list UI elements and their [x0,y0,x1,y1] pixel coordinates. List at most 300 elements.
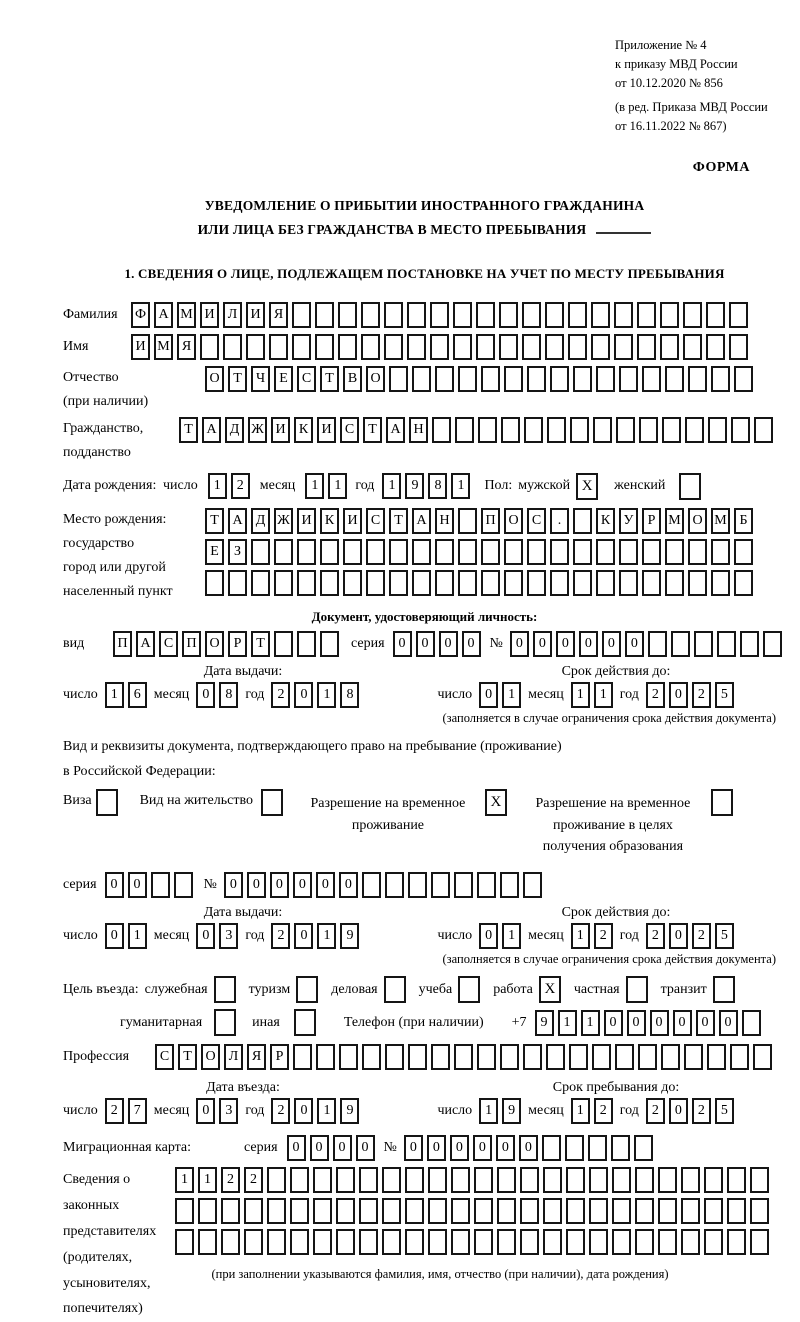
char-box[interactable]: 0 [450,1135,469,1161]
char-box[interactable] [454,1044,473,1070]
char-box[interactable]: И [317,417,336,443]
char-box[interactable] [527,570,546,596]
char-box[interactable]: 0 [439,631,458,657]
char-box[interactable] [522,334,541,360]
char-box[interactable] [382,1198,401,1224]
char-box[interactable]: Я [177,334,196,360]
char-box[interactable] [612,1167,631,1193]
char-box[interactable] [200,334,219,360]
char-box[interactable] [274,539,293,565]
char-box[interactable] [313,1167,332,1193]
char-box[interactable]: М [154,334,173,360]
char-box[interactable] [740,631,759,657]
char-box[interactable] [428,1229,447,1255]
char-box[interactable] [522,302,541,328]
char-box[interactable]: 0 [625,631,644,657]
char-box[interactable] [412,539,431,565]
char-box[interactable]: 0 [356,1135,375,1161]
char-box[interactable] [569,1044,588,1070]
char-box[interactable] [731,417,750,443]
char-box[interactable] [366,539,385,565]
char-box[interactable] [478,417,497,443]
char-box[interactable] [639,417,658,443]
char-box[interactable] [431,872,450,898]
char-box[interactable] [246,334,265,360]
char-box[interactable] [542,1135,561,1161]
char-box[interactable] [453,302,472,328]
char-box[interactable] [453,334,472,360]
char-box[interactable] [661,1044,680,1070]
char-box[interactable] [706,302,725,328]
char-box[interactable]: 0 [673,1010,692,1036]
char-box[interactable] [763,631,782,657]
char-box[interactable] [545,302,564,328]
char-box[interactable]: 1 [305,473,324,499]
char-box[interactable] [568,334,587,360]
char-box[interactable]: 2 [271,923,290,949]
char-box[interactable] [451,1167,470,1193]
char-box[interactable] [566,1167,585,1193]
char-box[interactable]: 5 [715,923,734,949]
char-box[interactable] [389,366,408,392]
char-box[interactable]: В [343,366,362,392]
char-box[interactable] [339,1044,358,1070]
char-box[interactable]: 2 [271,682,290,708]
char-box[interactable]: 9 [535,1010,554,1036]
char-box[interactable]: 0 [416,631,435,657]
char-box[interactable]: 0 [479,923,498,949]
char-box[interactable]: 1 [208,473,227,499]
char-box[interactable] [742,1010,761,1036]
char-box[interactable] [431,1044,450,1070]
char-box[interactable]: К [596,508,615,534]
char-box[interactable] [614,302,633,328]
char-box[interactable] [729,302,748,328]
char-box[interactable] [290,1167,309,1193]
char-box[interactable] [642,570,661,596]
char-box[interactable] [642,366,661,392]
char-box[interactable] [504,570,523,596]
char-box[interactable] [573,539,592,565]
char-box[interactable]: 2 [594,1098,613,1124]
char-box[interactable]: 1 [105,682,124,708]
char-box[interactable]: 1 [175,1167,194,1193]
char-box[interactable] [616,417,635,443]
char-box[interactable] [543,1198,562,1224]
char-box[interactable] [366,570,385,596]
char-box[interactable] [175,1198,194,1224]
purpose-transit-checkbox[interactable] [713,976,735,1003]
char-box[interactable] [405,1167,424,1193]
char-box[interactable] [589,1198,608,1224]
char-box[interactable]: Я [247,1044,266,1070]
char-box[interactable] [362,872,381,898]
char-box[interactable] [550,366,569,392]
char-box[interactable] [481,539,500,565]
char-box[interactable] [707,1044,726,1070]
char-box[interactable] [634,1135,653,1161]
char-box[interactable] [750,1167,769,1193]
char-box[interactable] [750,1198,769,1224]
char-box[interactable]: 0 [393,631,412,657]
char-box[interactable]: Ф [131,302,150,328]
char-box[interactable] [658,1229,677,1255]
purpose-other-checkbox[interactable] [294,1009,316,1036]
char-box[interactable] [497,1229,516,1255]
char-box[interactable]: 0 [294,682,313,708]
char-box[interactable]: Я [269,302,288,328]
char-box[interactable] [729,334,748,360]
char-box[interactable]: Ж [274,508,293,534]
char-box[interactable]: 1 [317,923,336,949]
char-box[interactable]: 0 [669,682,688,708]
char-box[interactable]: С [340,417,359,443]
visa-checkbox[interactable] [96,789,118,816]
purpose-official-checkbox[interactable] [214,976,236,1003]
char-box[interactable] [704,1167,723,1193]
char-box[interactable]: 0 [333,1135,352,1161]
char-box[interactable]: 1 [571,1098,590,1124]
purpose-work-checkbox[interactable]: X [539,976,561,1003]
char-box[interactable] [500,872,519,898]
char-box[interactable] [361,334,380,360]
char-box[interactable] [520,1229,539,1255]
char-box[interactable] [389,539,408,565]
char-box[interactable]: Т [251,631,270,657]
char-box[interactable] [642,539,661,565]
char-box[interactable] [315,302,334,328]
char-box[interactable]: М [177,302,196,328]
char-box[interactable]: П [182,631,201,657]
char-box[interactable] [520,1198,539,1224]
char-box[interactable]: 9 [405,473,424,499]
char-box[interactable] [343,570,362,596]
gender-male-checkbox[interactable]: X [576,473,598,500]
char-box[interactable]: Р [270,1044,289,1070]
char-box[interactable] [481,570,500,596]
purpose-study-checkbox[interactable] [458,976,480,1003]
char-box[interactable] [476,302,495,328]
char-box[interactable]: Е [274,366,293,392]
char-box[interactable]: А [228,508,247,534]
char-box[interactable]: 0 [310,1135,329,1161]
char-box[interactable]: Т [205,508,224,534]
char-box[interactable] [175,1229,194,1255]
char-box[interactable] [428,1167,447,1193]
char-box[interactable] [727,1198,746,1224]
char-box[interactable]: 1 [502,923,521,949]
char-box[interactable]: И [131,334,150,360]
char-box[interactable] [481,366,500,392]
char-box[interactable]: Т [389,508,408,534]
char-box[interactable]: С [366,508,385,534]
char-box[interactable]: С [155,1044,174,1070]
char-box[interactable]: П [113,631,132,657]
char-box[interactable]: 0 [293,872,312,898]
char-box[interactable] [671,631,690,657]
char-box[interactable] [221,1198,240,1224]
char-box[interactable] [293,1044,312,1070]
char-box[interactable] [362,1044,381,1070]
char-box[interactable] [292,302,311,328]
char-box[interactable] [359,1167,378,1193]
char-box[interactable] [596,570,615,596]
char-box[interactable]: О [205,631,224,657]
char-box[interactable]: Т [363,417,382,443]
char-box[interactable] [336,1198,355,1224]
char-box[interactable]: 0 [128,872,147,898]
char-box[interactable] [435,539,454,565]
char-box[interactable] [455,417,474,443]
char-box[interactable] [612,1198,631,1224]
char-box[interactable] [267,1229,286,1255]
char-box[interactable]: 2 [244,1167,263,1193]
char-box[interactable]: 1 [581,1010,600,1036]
char-box[interactable] [267,1198,286,1224]
char-box[interactable]: 2 [594,923,613,949]
char-box[interactable]: 1 [317,1098,336,1124]
char-box[interactable] [274,570,293,596]
char-box[interactable] [223,334,242,360]
char-box[interactable] [619,366,638,392]
char-box[interactable]: И [297,508,316,534]
char-box[interactable]: 0 [196,682,215,708]
char-box[interactable] [497,1198,516,1224]
char-box[interactable] [681,1167,700,1193]
char-box[interactable] [568,302,587,328]
char-box[interactable] [660,302,679,328]
char-box[interactable] [408,872,427,898]
char-box[interactable]: 0 [719,1010,738,1036]
char-box[interactable]: 2 [105,1098,124,1124]
char-box[interactable]: 0 [602,631,621,657]
char-box[interactable] [611,1135,630,1161]
char-box[interactable] [504,539,523,565]
char-box[interactable]: К [294,417,313,443]
char-box[interactable] [706,334,725,360]
char-box[interactable] [382,1167,401,1193]
char-box[interactable]: 9 [502,1098,521,1124]
char-box[interactable]: Б [734,508,753,534]
char-box[interactable]: С [159,631,178,657]
char-box[interactable] [543,1229,562,1255]
char-box[interactable]: Ч [251,366,270,392]
char-box[interactable]: 2 [692,682,711,708]
char-box[interactable] [734,366,753,392]
char-box[interactable] [499,302,518,328]
char-box[interactable]: 1 [128,923,147,949]
char-box[interactable] [665,539,684,565]
char-box[interactable] [754,417,773,443]
char-box[interactable] [550,570,569,596]
char-box[interactable] [683,302,702,328]
char-box[interactable] [435,366,454,392]
char-box[interactable]: У [619,508,638,534]
char-box[interactable] [205,570,224,596]
char-box[interactable]: Т [320,366,339,392]
char-box[interactable]: Т [228,366,247,392]
char-box[interactable]: 0 [669,1098,688,1124]
char-box[interactable]: 0 [294,1098,313,1124]
temporary-residence-education-checkbox[interactable] [711,789,733,816]
char-box[interactable] [635,1198,654,1224]
char-box[interactable]: И [246,302,265,328]
purpose-humanitarian-checkbox[interactable] [214,1009,236,1036]
char-box[interactable] [430,334,449,360]
char-box[interactable] [527,539,546,565]
char-box[interactable] [547,417,566,443]
char-box[interactable] [405,1198,424,1224]
char-box[interactable] [476,334,495,360]
char-box[interactable] [573,508,592,534]
char-box[interactable] [297,631,316,657]
char-box[interactable] [524,417,543,443]
char-box[interactable]: Р [228,631,247,657]
char-box[interactable] [683,334,702,360]
char-box[interactable] [297,539,316,565]
char-box[interactable] [385,1044,404,1070]
char-box[interactable] [251,539,270,565]
char-box[interactable] [458,539,477,565]
char-box[interactable] [343,539,362,565]
char-box[interactable]: 0 [650,1010,669,1036]
char-box[interactable] [570,417,589,443]
char-box[interactable]: 0 [404,1135,423,1161]
char-box[interactable] [734,539,753,565]
char-box[interactable] [500,1044,519,1070]
char-box[interactable] [545,334,564,360]
char-box[interactable]: 0 [510,631,529,657]
char-box[interactable]: Н [409,417,428,443]
char-box[interactable]: Н [435,508,454,534]
char-box[interactable] [477,872,496,898]
char-box[interactable]: 0 [224,872,243,898]
char-box[interactable] [269,334,288,360]
char-box[interactable] [523,872,542,898]
char-box[interactable] [619,570,638,596]
char-box[interactable]: 1 [571,923,590,949]
char-box[interactable] [474,1167,493,1193]
char-box[interactable] [730,1044,749,1070]
char-box[interactable] [384,334,403,360]
char-box[interactable] [297,570,316,596]
char-box[interactable]: 0 [105,872,124,898]
char-box[interactable]: М [665,508,684,534]
char-box[interactable] [520,1167,539,1193]
char-box[interactable] [688,539,707,565]
char-box[interactable]: 2 [271,1098,290,1124]
char-box[interactable]: 1 [558,1010,577,1036]
char-box[interactable] [543,1167,562,1193]
char-box[interactable] [198,1198,217,1224]
char-box[interactable] [665,366,684,392]
char-box[interactable] [523,1044,542,1070]
char-box[interactable] [385,872,404,898]
char-box[interactable] [593,417,612,443]
char-box[interactable] [658,1167,677,1193]
char-box[interactable]: О [201,1044,220,1070]
char-box[interactable] [267,1167,286,1193]
char-box[interactable] [688,570,707,596]
char-box[interactable] [527,366,546,392]
char-box[interactable]: С [297,366,316,392]
char-box[interactable] [458,570,477,596]
char-box[interactable]: 0 [316,872,335,898]
char-box[interactable] [274,631,293,657]
char-box[interactable] [660,334,679,360]
char-box[interactable]: 0 [196,1098,215,1124]
char-box[interactable]: С [527,508,546,534]
char-box[interactable]: Т [179,417,198,443]
char-box[interactable] [451,1198,470,1224]
gender-female-checkbox[interactable] [679,473,701,500]
char-box[interactable] [614,334,633,360]
char-box[interactable]: 0 [696,1010,715,1036]
char-box[interactable] [704,1229,723,1255]
char-box[interactable]: А [412,508,431,534]
char-box[interactable]: 0 [196,923,215,949]
char-box[interactable]: 1 [571,682,590,708]
char-box[interactable]: 3 [219,1098,238,1124]
char-box[interactable]: 0 [669,923,688,949]
char-box[interactable]: П [481,508,500,534]
char-box[interactable]: 2 [646,1098,665,1124]
char-box[interactable] [290,1198,309,1224]
char-box[interactable] [565,1135,584,1161]
char-box[interactable] [704,1198,723,1224]
char-box[interactable]: 0 [627,1010,646,1036]
char-box[interactable]: 0 [462,631,481,657]
char-box[interactable]: 0 [533,631,552,657]
char-box[interactable]: О [205,366,224,392]
char-box[interactable] [198,1229,217,1255]
char-box[interactable]: А [154,302,173,328]
char-box[interactable] [727,1229,746,1255]
char-box[interactable]: 0 [287,1135,306,1161]
char-box[interactable]: 1 [317,682,336,708]
char-box[interactable]: 1 [502,682,521,708]
char-box[interactable] [550,539,569,565]
char-box[interactable] [451,1229,470,1255]
char-box[interactable] [320,539,339,565]
char-box[interactable]: 0 [579,631,598,657]
char-box[interactable] [244,1198,263,1224]
char-box[interactable] [711,539,730,565]
char-box[interactable] [454,872,473,898]
char-box[interactable] [361,302,380,328]
char-box[interactable] [711,366,730,392]
char-box[interactable] [359,1229,378,1255]
char-box[interactable]: 6 [128,682,147,708]
char-box[interactable] [477,1044,496,1070]
char-box[interactable] [546,1044,565,1070]
char-box[interactable]: М [711,508,730,534]
char-box[interactable]: Е [205,539,224,565]
char-box[interactable] [612,1229,631,1255]
char-box[interactable]: 0 [496,1135,515,1161]
char-box[interactable]: Р [642,508,661,534]
char-box[interactable] [638,1044,657,1070]
char-box[interactable]: 0 [339,872,358,898]
char-box[interactable] [615,1044,634,1070]
char-box[interactable] [684,1044,703,1070]
purpose-private-checkbox[interactable] [626,976,648,1003]
char-box[interactable] [637,334,656,360]
char-box[interactable] [711,570,730,596]
char-box[interactable]: 0 [294,923,313,949]
residence-permit-checkbox[interactable] [261,789,283,816]
char-box[interactable]: 0 [105,923,124,949]
